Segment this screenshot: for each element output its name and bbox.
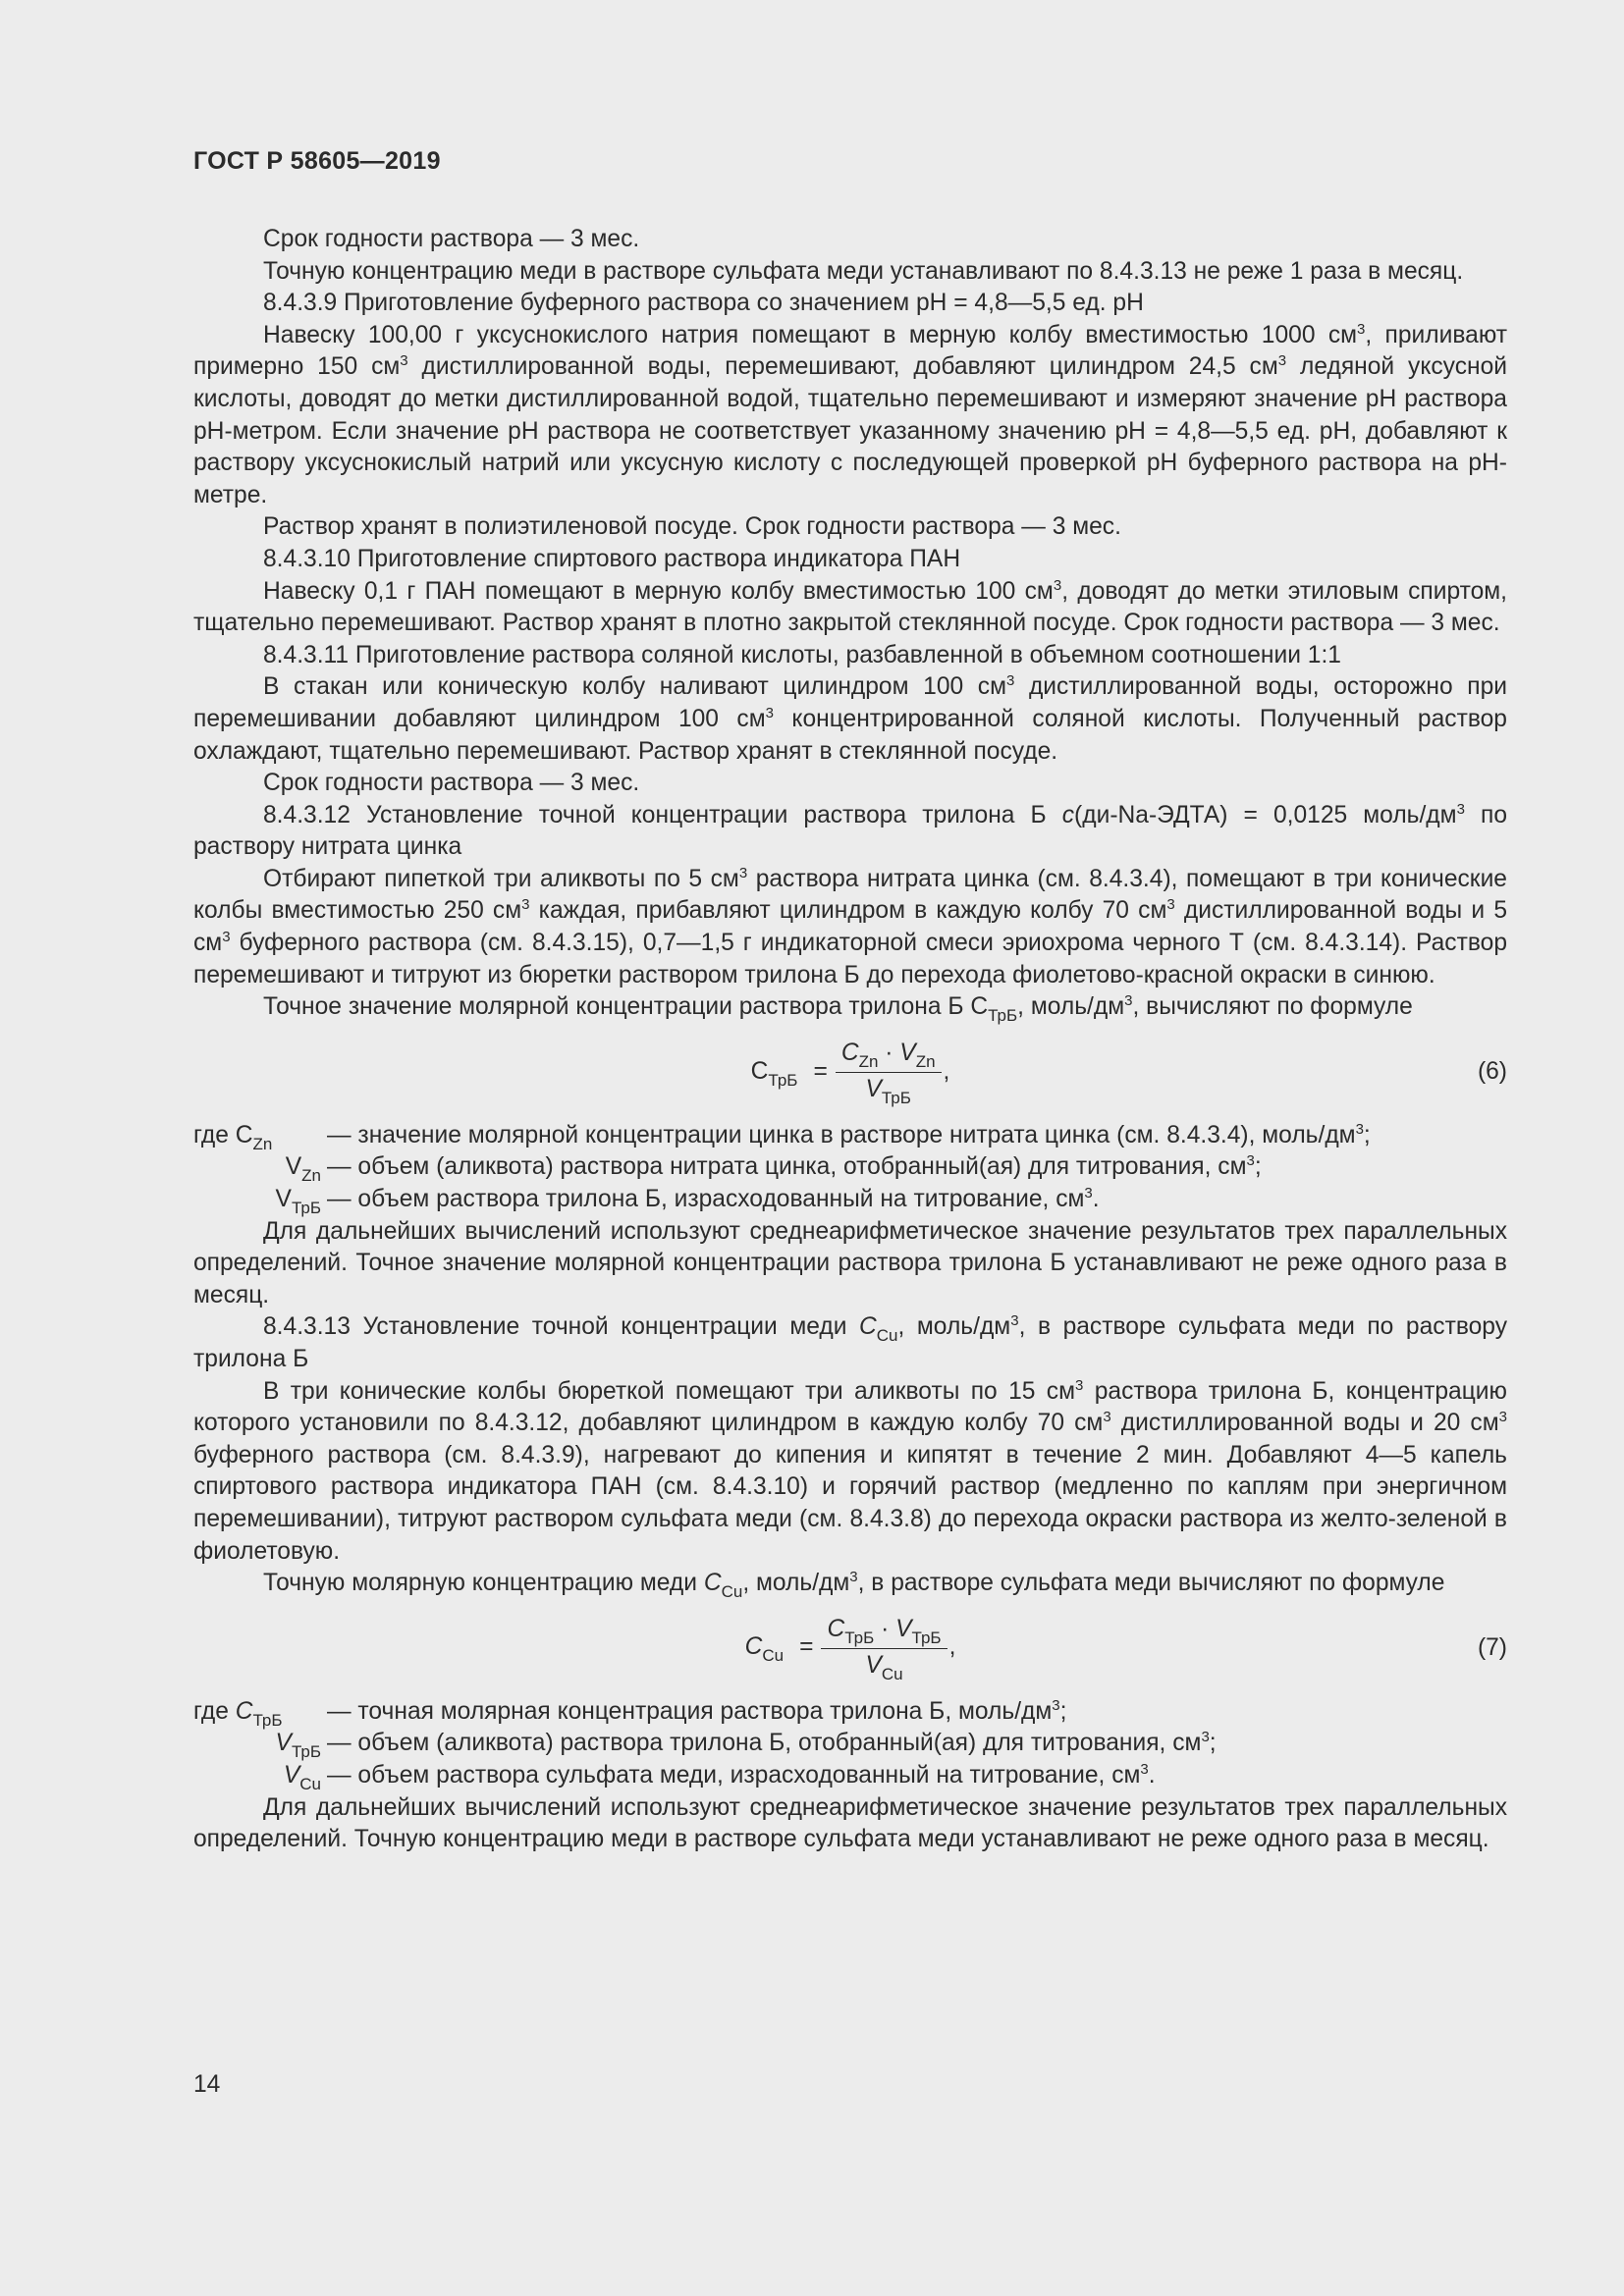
- section-heading: 8.4.3.12 Установление точной концентрации раствора трилона Б c(ди-Na-ЭДТА) = 0,0125 моль/$дм^3$ по раствору нитрата цинка: [193, 800, 1507, 861]
- paragraph: Для дальнейших вычислений используют среднеарифметическое значение результатов трех параллельных определений. Точную концентрацию меди в растворе сульфата меди устанавливают не реже одного раза в месяц.: [193, 1793, 1507, 1853]
- definition-item: $V_{ТрБ}$ — объем раствора трилона Б, израсходованный на титрование, $см^3$.: [275, 1185, 1100, 1218]
- document-header: ГОСТ Р 58605—2019: [193, 147, 441, 175]
- fraction-numerator: $C_{Zn} \cdot V_{Zn}$: [836, 1039, 942, 1073]
- paragraph: Навеску 0,1 г ПАН помещают в мерную колбу вместимостью 100 $см^3$, доводят до метки этиловым спиртом, тщательно перемешивают. Раствор хранят в плотно закрытой стеклянной посуде. Срок годности раствора — 3 мес.: [193, 576, 1507, 637]
- paragraph: Навеску 100,00 г уксуснокислого натрия помещают в мерную колбу вместимостью 1000 $см^3$, приливают примерно 150 $см^3$ дистиллированной воды, перемешивают, добавляют цилиндром 24,5 $см^3$ ледяной уксусной кислоты, доводят до метки дистиллированной водой, тщательно перемешивают и измеряют значение pH раствора pH-метром. Если значение pH раствора не соответствует указанному значению pH = 4,8—5,5 ед. pH, добавляют к раствору уксуснокислый натрий или уксусную кислоту с последующей проверкой pH буферного раствора на pH-метре.: [193, 320, 1507, 508]
- paragraph: Отбирают пипеткой три аликвоты по 5 $см^3$ раствора нитрата цинка (см. 8.4.3.4), помещают в три конические колбы вместимостью 250 $см^3$ каждая, прибавляют цилиндром в каждую колбу 70 $см^3$ дистиллированной воды и 5 $см^3$ буферного раствора (см. 8.4.3.15), 0,7—1,5 г индикаторной смеси эриохрома черного Т (см. 8.4.3.14). Раствор перемешивают и титруют из бюретки раствором трилона Б до перехода фиолетово-красной окраски в синюю.: [193, 864, 1507, 988]
- definition-item: $V_{ТрБ}$ — объем (аликвота) раствора трилона Б, отобранный(ая) для титрования, $см^3$;: [275, 1729, 1217, 1762]
- page-number: 14: [193, 2071, 221, 2098]
- fraction-denominator: $V_{Cu}$: [865, 1652, 903, 1684]
- formula-fraction: [821, 1615, 947, 1684]
- definition-item: где $С_{Zn}$ — значение молярной концентрации цинка в растворе нитрата цинка (см. 8.4.3.4), моль/$дм^3$;: [193, 1120, 1371, 1153]
- paragraph: Для дальнейших вычислений используют среднеарифметическое значение результатов трех параллельных определений. Точное значение молярной концентрации раствора трилона Б устанавливают не реже одного раза в месяц.: [193, 1217, 1507, 1308]
- paragraph: Точную концентрацию меди в растворе сульфата меди устанавливают по 8.4.3.13 не реже 1 раза в месяц.: [263, 257, 1464, 285]
- section-heading: 8.4.3.13 Установление точной концентрации меди $C_{Cu}$, моль/$дм^3$, в растворе сульфата меди по раствору трилона Б: [193, 1312, 1507, 1372]
- paragraph: В стакан или коническую колбу наливают цилиндром 100 $см^3$ дистиллированной воды, осторожно при перемешивании добавляют цилиндром 100 $см^3$ концентрированной соляной кислоты. Полученный раствор охлаждают, тщательно перемешивают. Раствор хранят в стеклянной посуде.: [193, 672, 1507, 765]
- paragraph: В три конические колбы бюреткой помещают три аликвоты по 15 $см^3$ раствора трилона Б, концентрацию которого установили по 8.4.3.12, добавляют цилиндром в каждую колбу 70 $см^3$ дистиллированной воды и 20 $см^3$ буферного раствора (см. 8.4.3.9), нагревают до кипения и кипятят в течение 2 мин. Добавляют 4—5 капель спиртового раствора индикатора ПАН (см. 8.4.3.10) и горячий раствор (медленно по каплям при энергичном перемешивании), титруют раствором сульфата меди (см. 8.4.3.8) до перехода окраски раствора из желто-зеленой в фиолетовую.: [193, 1376, 1507, 1565]
- section-heading: 8.4.3.11 Приготовление раствора соляной кислоты, разбавленной в объемном соотношении 1:1: [263, 641, 1341, 668]
- equation-number: (6): [1477, 1057, 1507, 1085]
- section-heading: 8.4.3.9 Приготовление буферного раствора со значением pH = 4,8—5,5 ед. pH: [263, 290, 1144, 317]
- formula-fraction: [836, 1039, 942, 1108]
- fraction-numerator: $C_{ТрБ} \cdot V_{ТрБ}$: [821, 1615, 947, 1649]
- paragraph: Точное значение молярной концентрации раствора трилона Б $С_{ТрБ}$, моль/$дм^3$, вычисляют по формуле: [263, 992, 1413, 1026]
- formula-lhs: $C_{Cu}$: [744, 1633, 785, 1666]
- paragraph: Раствор хранят в полиэтиленовой посуде. Срок годности раствора — 3 мес.: [263, 513, 1121, 541]
- definition-item: $V_{Cu}$ — объем раствора сульфата меди, израсходованный на титрование, $см^3$.: [283, 1760, 1156, 1793]
- formula-lhs: $С_{ТрБ}$: [750, 1057, 798, 1090]
- document-body: [193, 224, 1507, 1856]
- equals-sign: =: [799, 1633, 814, 1661]
- equals-sign: =: [813, 1057, 828, 1085]
- formula-6: $С_{ТрБ}$ = $\frac{C_{Zn} \cdot V_{Zn}}{V_{ТрБ}}$ , (6): [750, 1040, 1507, 1108]
- definition-item: $V_{Zn}$ — объем (аликвота) раствора нитрата цинка, отобранный(ая) для титрования, $см^3$;: [285, 1152, 1262, 1186]
- definition-item: где $C_{ТрБ}$ — точная молярная концентрация раствора трилона Б, моль/$дм^3$;: [193, 1696, 1067, 1730]
- section-heading: 8.4.3.10 Приготовление спиртового раствора индикатора ПАН: [263, 545, 961, 572]
- equation-number: (7): [1477, 1633, 1507, 1661]
- paragraph: Срок годности раствора — 3 мес.: [263, 770, 640, 797]
- paragraph: Точную молярную концентрацию меди $C_{Cu}$, моль/$дм^3$, в растворе сульфата меди вычисляют по формуле: [263, 1569, 1445, 1602]
- formula-7: $C_{Cu}$ = $\frac{C_{ТрБ} \cdot V_{ТрБ}}{V_{Cu}}$ , (7): [744, 1616, 1507, 1684]
- paragraph: Срок годности раствора — 3 мес.: [263, 226, 640, 252]
- fraction-denominator: $V_{ТрБ}$: [865, 1076, 911, 1108]
